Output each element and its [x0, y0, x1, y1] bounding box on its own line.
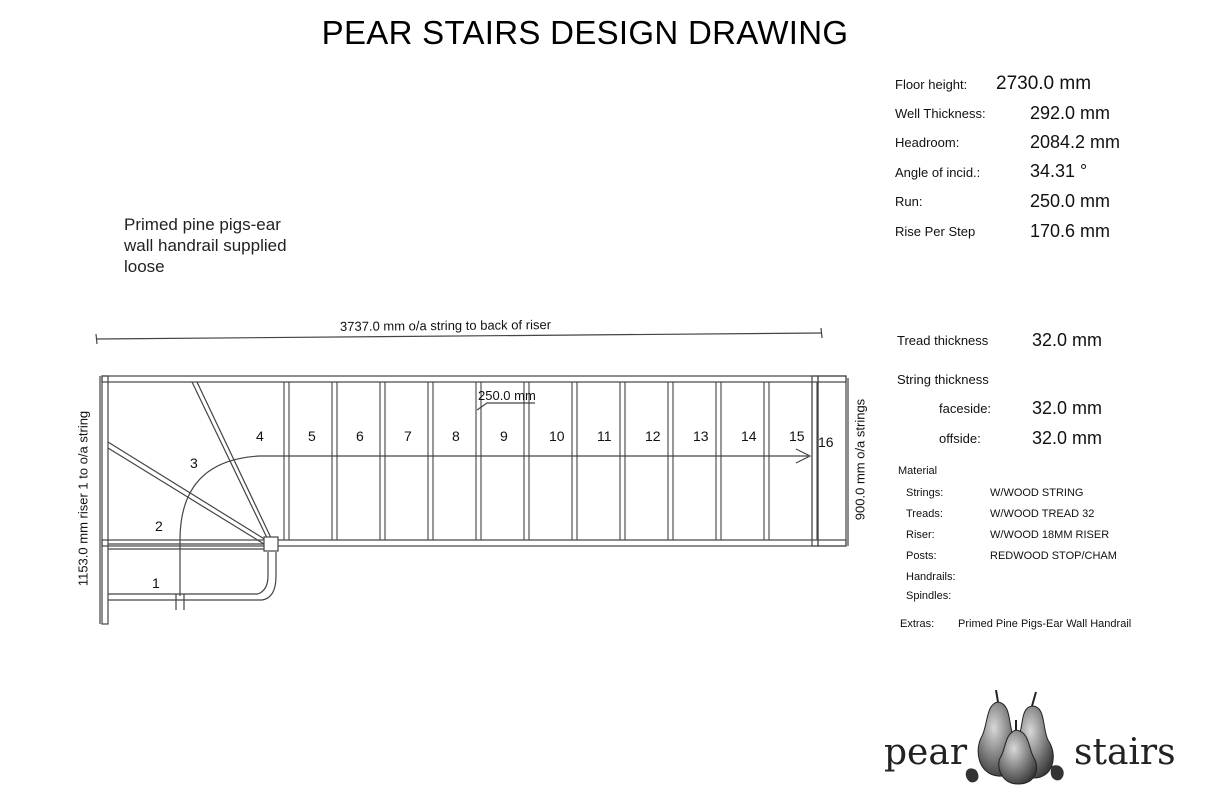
step-number: 13 [693, 428, 709, 444]
step-number: 7 [404, 428, 412, 444]
tread-thickness-label: Tread thickness [897, 333, 989, 348]
drawing-title: PEAR STAIRS DESIGN DRAWING [321, 14, 849, 51]
material-label: Handrails: [906, 571, 956, 583]
material-label: Posts: [906, 550, 937, 562]
dimension-tick [96, 334, 97, 344]
offside-label: offside: [939, 431, 981, 446]
rise-value: 170.6 mm [1030, 221, 1111, 241]
floor-height-label: Floor height: [895, 77, 968, 92]
step-number: 5 [308, 428, 316, 444]
extras-value: Primed Pine Pigs-Ear Wall Handrail [958, 618, 1132, 630]
well-thickness-value: 292.0 mm [1030, 103, 1111, 123]
top-string [102, 376, 846, 382]
step-number: 11 [597, 428, 612, 444]
length-dimension-line [96, 333, 822, 339]
left-string [102, 376, 108, 624]
landing-string-curve [258, 552, 268, 594]
headroom-label: Headroom: [895, 135, 960, 150]
going-dimension-bracket [477, 403, 535, 410]
winder-line [108, 448, 264, 544]
run-value: 250.0 mm [1030, 191, 1111, 211]
material-label: Strings: [906, 487, 944, 499]
well-thickness-label: Well Thickness: [895, 106, 986, 121]
step-number: 14 [741, 428, 757, 444]
tread-thickness-value: 32.0 mm [1032, 330, 1103, 350]
faceside-label: faceside: [939, 401, 992, 416]
step-number: 8 [452, 428, 460, 444]
material-label: Riser: [906, 529, 935, 541]
logo-word-right: stairs [1074, 732, 1176, 773]
run-label: Run: [895, 194, 923, 209]
rise-label: Rise Per Step [895, 224, 976, 239]
pear-icon [956, 684, 1076, 790]
end-string [818, 376, 846, 546]
step-number: 6 [356, 428, 364, 444]
material-heading: Material [898, 465, 938, 477]
headroom-value: 2084.2 mm [1030, 132, 1121, 152]
note-line: loose [124, 257, 165, 276]
logo-word-left: pear [884, 732, 968, 773]
step-number: 3 [190, 455, 198, 471]
going-dimension-label: 250.0 mm [478, 388, 536, 403]
winder-line [108, 442, 266, 540]
winder-line [197, 382, 272, 540]
newel-post [264, 537, 278, 551]
offside-value: 32.0 mm [1032, 428, 1103, 448]
step-number: 16 [818, 434, 834, 450]
landing-string-curve [262, 552, 276, 600]
walking-line [180, 456, 808, 596]
material-value: REDWOOD STOP/CHAM [990, 550, 1117, 562]
angle-value: 34.31 ° [1030, 161, 1088, 181]
note-line: wall handrail supplied [124, 236, 287, 255]
step-number: 12 [645, 428, 661, 444]
left-width-dimension-label: 1153.0 mm riser 1 to o/a string [75, 410, 91, 587]
step-number: 1 [152, 575, 160, 591]
step-number: 10 [549, 428, 565, 444]
faceside-value: 32.0 mm [1032, 398, 1103, 418]
step-number: 15 [789, 428, 805, 444]
angle-label: Angle of incid.: [895, 165, 981, 180]
step-number: 2 [155, 518, 163, 534]
floor-height-value: 2730.0 mm [996, 73, 1092, 94]
pear-stairs-logo [884, 684, 1176, 790]
length-dimension-label: 3737.0 mm o/a string to back of riser [339, 317, 552, 334]
step-number: 4 [256, 428, 264, 444]
material-value: W/WOOD 18MM RISER [990, 529, 1110, 541]
material-label: Spindles: [906, 590, 952, 602]
material-value: W/WOOD STRING [990, 487, 1084, 499]
right-width-dimension-label: 900.0 mm o/a strings [852, 398, 868, 521]
step-number: 9 [500, 428, 508, 444]
material-value: W/WOOD TREAD 32 [990, 508, 1095, 520]
note-line: Primed pine pigs-ear [124, 215, 281, 234]
bottom-string [102, 540, 846, 546]
material-label: Treads: [906, 508, 943, 520]
string-thickness-label: String thickness [897, 372, 989, 387]
extras-label: Extras: [900, 618, 935, 630]
dimension-tick [821, 328, 822, 338]
